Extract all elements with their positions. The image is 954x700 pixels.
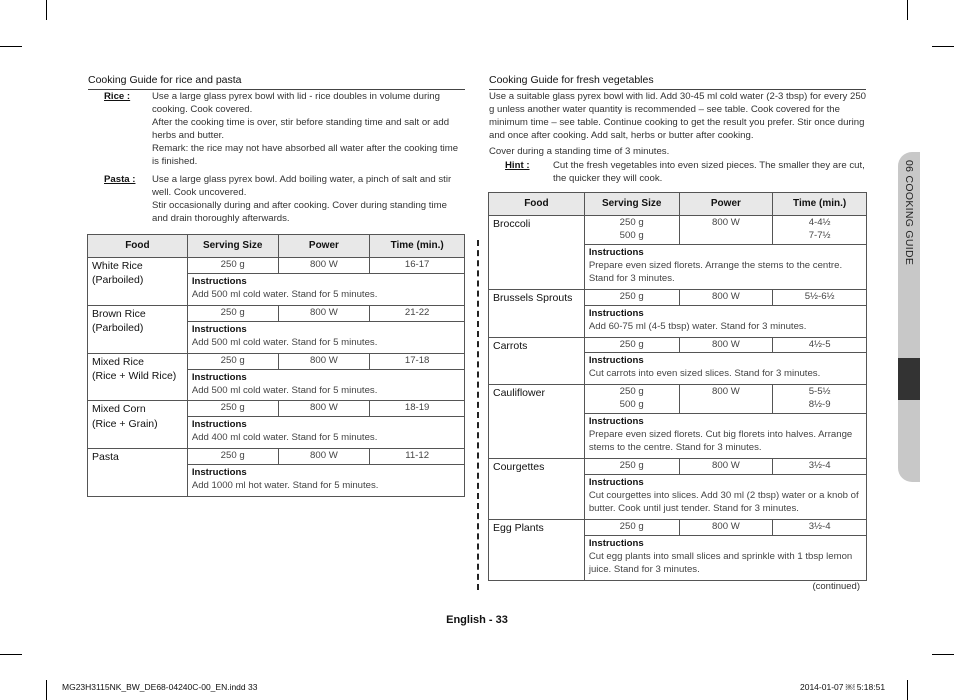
hint-row xyxy=(505,160,867,186)
file-name: MG23H3115NK_BW_DE68-04240C-00_EN.indd 33 xyxy=(62,682,258,692)
instructions-text: Add 500 ml cold water. Stand for 5 minutes. xyxy=(191,336,378,348)
instructions-heading: Instructions xyxy=(588,537,644,549)
instructions-heading: Instructions xyxy=(191,467,247,479)
instructions-heading: Instructions xyxy=(588,476,644,488)
instructions-heading: Instructions xyxy=(588,416,644,428)
time-cell: 21-22 xyxy=(370,305,465,321)
size-cell: 250 g xyxy=(187,401,278,417)
rice-text-2: After the cooking time is over, stir before standing time and salt or add herbs and butter. xyxy=(152,116,450,141)
power-cell: 800 W xyxy=(278,401,370,417)
power-cell: 800 W xyxy=(679,216,773,245)
instructions-heading: Instructions xyxy=(191,371,247,383)
col-power-header: Power xyxy=(278,235,370,258)
vegetables-table xyxy=(488,192,867,581)
instructions-heading: Instructions xyxy=(588,246,644,258)
size-cell: 250 g xyxy=(187,353,278,369)
pasta-text-1: Use a large glass pyrex bowl. Add boiling water, a pinch of salt and stir well. Cook uncovered. xyxy=(152,174,452,198)
instructions-heading: Instructions xyxy=(191,323,247,335)
instructions-text: Add 400 ml cold water. Stand for 5 minutes. xyxy=(191,432,378,444)
instructions-cell xyxy=(187,321,464,353)
food-cell: Pasta xyxy=(88,449,188,497)
power-cell: 800 W xyxy=(278,449,370,465)
instructions-cell xyxy=(584,535,866,580)
col-food-header: Food xyxy=(489,193,585,216)
food-cell: Brown Rice (Parboiled) xyxy=(88,305,188,353)
instructions-text: Prepare even sized florets. Cut big florets into halves. Arrange stems to the centre. Stand for 3 minutes. xyxy=(588,429,853,454)
time-cell: 4-4½ 7-7½ xyxy=(773,216,867,245)
vegetables-section-title: Cooking Guide for fresh vegetables xyxy=(489,73,866,90)
crop-mark xyxy=(46,680,47,700)
instructions-cell xyxy=(187,273,464,305)
instructions-heading: Instructions xyxy=(588,355,644,367)
crop-mark xyxy=(907,680,908,700)
instructions-heading: Instructions xyxy=(191,419,247,431)
vegetables-intro: Use a suitable glass pyrex bowl with lid. Add 30-45 ml cold water (2-3 tbsp) for every 250 g unless another water quantity is recommended – see table. Cook covered for the minimum time – see table. Continue cooking to get the result you prefer. Stir once during and once after cooking. Add salt, herbs or butter after cooking. xyxy=(489,91,866,141)
time-cell: 17-18 xyxy=(370,353,465,369)
power-cell: 800 W xyxy=(679,519,773,535)
instructions-cell xyxy=(584,244,866,289)
instructions-heading: Instructions xyxy=(588,307,644,319)
col-time-header: Time (min.) xyxy=(773,193,867,216)
page-number: English - 33 xyxy=(446,614,508,626)
instructions-text: Add 500 ml cold water. Stand for 5 minutes. xyxy=(191,384,378,396)
power-cell: 800 W xyxy=(278,258,370,274)
power-cell: 800 W xyxy=(679,459,773,475)
instructions-heading: Instructions xyxy=(191,275,247,287)
instructions-text: Add 60-75 ml (4-5 tbsp) water. Stand for 3 minutes. xyxy=(588,320,807,332)
pasta-intro xyxy=(104,174,464,226)
rice-label: Rice : xyxy=(104,91,131,102)
size-cell: 250 g 500 g xyxy=(584,216,679,245)
center-dashed-line xyxy=(477,240,479,590)
size-cell: 250 g xyxy=(584,289,679,305)
instructions-text: Prepare even sized florets. Arrange the stems to the centre. Stand for 3 minutes. xyxy=(588,259,843,284)
pasta-text-2: Stir occasionally during and after cooking. Cover during standing time and drain thoroughly afterwards. xyxy=(152,199,447,224)
chapter-side-label-wrap xyxy=(880,160,940,280)
continued-note: (continued) xyxy=(812,581,860,592)
col-power-header: Power xyxy=(679,193,773,216)
crop-mark xyxy=(932,654,954,655)
instructions-cell xyxy=(584,353,866,385)
col-time-header: Time (min.) xyxy=(370,235,465,258)
instructions-cell xyxy=(584,474,866,519)
col-size-header: Serving Size xyxy=(187,235,278,258)
rice-intro xyxy=(104,91,464,169)
size-cell: 250 g xyxy=(584,459,679,475)
instructions-text: Cut carrots into even sized slices. Stand for 3 minutes. xyxy=(588,368,821,380)
time-cell: 11-12 xyxy=(370,449,465,465)
hint-label: Hint : xyxy=(505,160,530,171)
rice-text-3: Remark: the rice may not have absorbed all water after the cooking time is finished. xyxy=(152,142,459,167)
crop-mark xyxy=(0,46,22,47)
food-cell: White Rice (Parboiled) xyxy=(88,258,188,306)
pasta-label: Pasta : xyxy=(104,174,136,185)
crop-mark xyxy=(907,0,908,20)
rice-pasta-section-title: Cooking Guide for rice and pasta xyxy=(88,73,465,90)
instructions-cell xyxy=(187,465,464,497)
vegetables-intro-cover: Cover during a standing time of 3 minutes. xyxy=(489,146,670,157)
food-cell: Carrots xyxy=(489,337,585,385)
instructions-cell xyxy=(584,305,866,337)
food-cell: Egg Plants xyxy=(489,519,585,580)
instructions-cell xyxy=(584,414,866,459)
instructions-cell xyxy=(187,369,464,401)
size-cell: 250 g xyxy=(187,258,278,274)
food-cell: Mixed Rice (Rice + Wild Rice) xyxy=(88,353,188,401)
chapter-side-label: 06 COOKING GUIDE xyxy=(903,160,916,266)
food-cell: Mixed Corn (Rice + Grain) xyxy=(88,401,188,449)
power-cell: 800 W xyxy=(278,353,370,369)
hint-text: Cut the fresh vegetables into even sized pieces. The smaller they are cut, the quicker they will cook. xyxy=(553,160,865,184)
food-cell: Broccoli xyxy=(489,216,585,290)
food-cell: Brussels Sprouts xyxy=(489,289,585,337)
food-cell: Courgettes xyxy=(489,459,585,520)
time-cell: 4½-5 xyxy=(773,337,867,353)
time-cell: 18-19 xyxy=(370,401,465,417)
instructions-text: Add 1000 ml hot water. Stand for 5 minutes. xyxy=(191,480,379,492)
power-cell: 800 W xyxy=(278,305,370,321)
col-size-header: Serving Size xyxy=(584,193,679,216)
rice-text-1: Use a large glass pyrex bowl with lid - rice doubles in volume during cooking. Cook covered. xyxy=(152,91,440,115)
power-cell: 800 W xyxy=(679,337,773,353)
chapter-side-marker xyxy=(898,358,920,400)
crop-mark xyxy=(932,46,954,47)
size-cell: 250 g xyxy=(584,337,679,353)
instructions-text: Cut egg plants into small slices and sprinkle with 1 tbsp lemon juice. Stand for 3 minutes. xyxy=(588,550,853,575)
col-food-header: Food xyxy=(88,235,188,258)
size-cell: 250 g xyxy=(584,519,679,535)
size-cell: 250 g xyxy=(187,449,278,465)
time-cell: 5-5½ 8½-9 xyxy=(773,385,867,414)
time-cell: 3½-4 xyxy=(773,459,867,475)
print-date: 2014-01-07 ￼ 5:18:51 xyxy=(800,682,886,692)
size-cell: 250 g 500 g xyxy=(584,385,679,414)
time-cell: 16-17 xyxy=(370,258,465,274)
instructions-text: Cut courgettes into slices. Add 30 ml (2 tbsp) water or a knob of butter. Cook until just tender. Stand for 3 minutes. xyxy=(588,489,859,514)
instructions-cell xyxy=(187,417,464,449)
rice-pasta-table xyxy=(87,234,465,497)
time-cell: 3½-4 xyxy=(773,519,867,535)
instructions-text: Add 500 ml cold water. Stand for 5 minutes. xyxy=(191,288,378,300)
crop-mark xyxy=(46,0,47,20)
power-cell: 800 W xyxy=(679,385,773,414)
time-cell: 5½-6½ xyxy=(773,289,867,305)
size-cell: 250 g xyxy=(187,305,278,321)
food-cell: Cauliflower xyxy=(489,385,585,459)
crop-mark xyxy=(0,654,22,655)
power-cell: 800 W xyxy=(679,289,773,305)
